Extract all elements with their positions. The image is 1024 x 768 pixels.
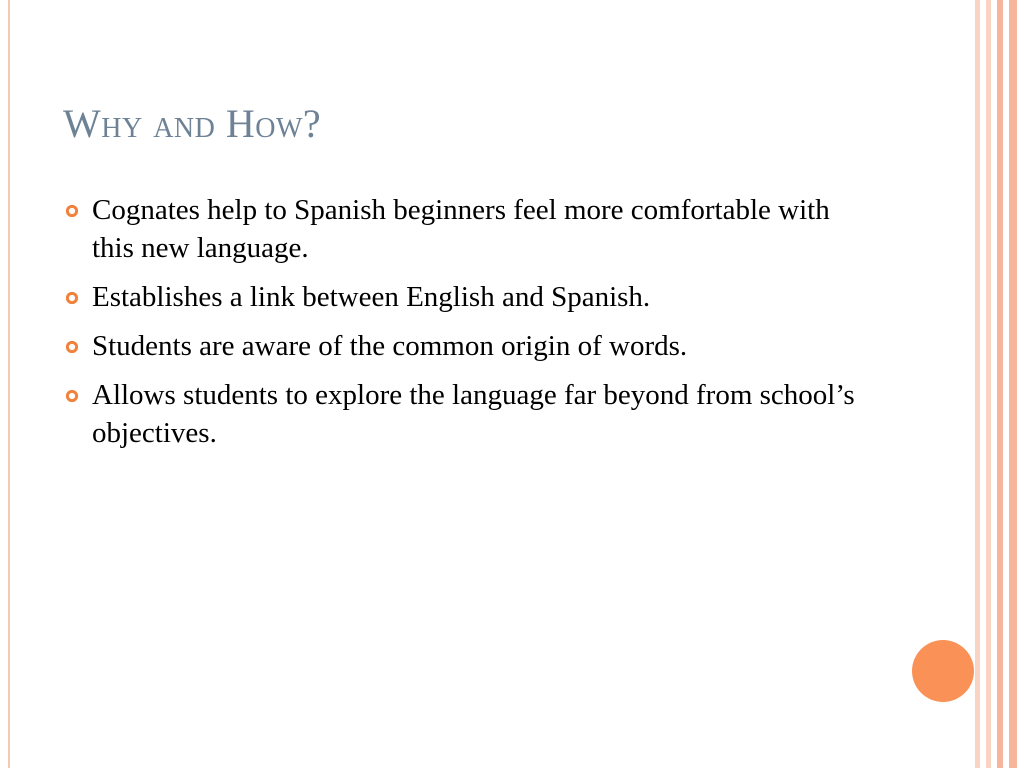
bullet-item	[63, 327, 863, 365]
bullet-text: Students are aware of the common origin of words.	[92, 330, 688, 362]
bullet-item	[63, 278, 863, 316]
left-border-rule	[8, 0, 10, 768]
bullet-text: Allows students to explore the language far beyond from school’s objectives.	[92, 379, 855, 449]
stripe-1	[975, 0, 980, 768]
orange-circle-icon	[912, 640, 974, 702]
stripe-3	[997, 0, 1003, 768]
stripe-2	[986, 0, 991, 768]
stripe-4	[1009, 0, 1017, 768]
ring-bullet-icon	[65, 340, 79, 354]
bullet-text: Cognates help to Spanish beginners feel more comfortable with this new language.	[92, 194, 830, 264]
ring-bullet-icon	[65, 291, 79, 305]
bullet-item	[63, 376, 863, 452]
bullet-list	[63, 191, 863, 463]
bullet-text: Establishes a link between English and Spanish.	[92, 281, 651, 313]
slide-title: Why and How?	[63, 101, 322, 146]
ring-bullet-icon	[65, 204, 79, 218]
right-decorative-band	[975, 0, 1024, 768]
ring-bullet-icon	[65, 389, 79, 403]
bullet-item	[63, 191, 863, 267]
